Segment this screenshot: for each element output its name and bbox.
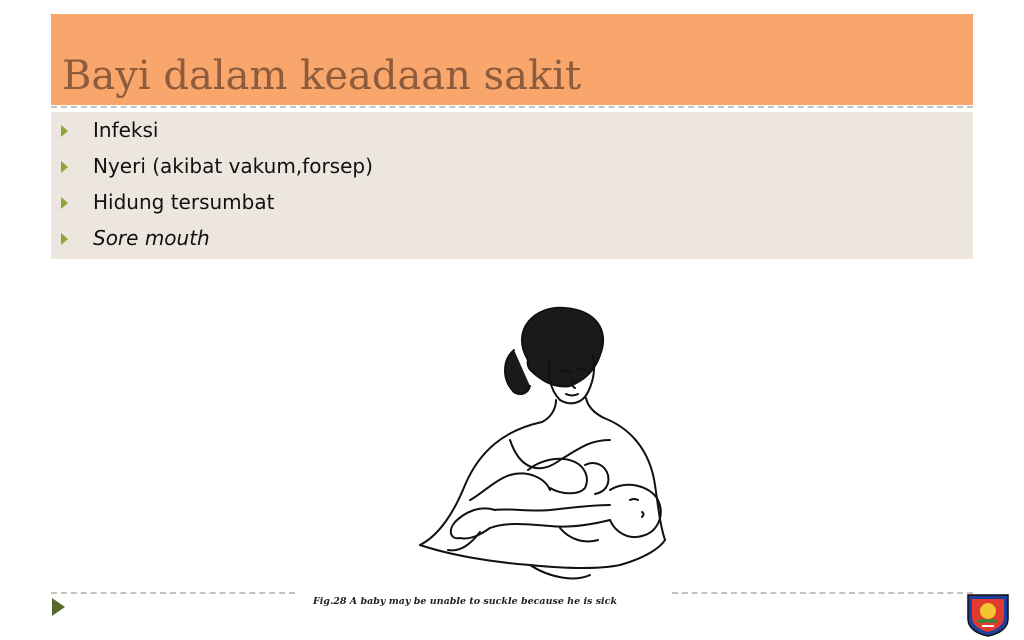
- triangle-right-icon: [61, 233, 68, 245]
- bullet-text: Sore mouth: [93, 226, 210, 250]
- slide-title: Bayi dalam keadaan sakit: [62, 53, 582, 99]
- bullet-content-box: [51, 112, 973, 259]
- triangle-right-icon: [61, 197, 68, 209]
- triangle-right-icon: [61, 125, 68, 137]
- title-bar: [51, 14, 973, 105]
- bullet-text: Hidung tersumbat: [93, 190, 275, 214]
- title-divider: [51, 106, 973, 108]
- bullet-text: Nyeri (akibat vakum,forsep): [93, 154, 373, 178]
- footer-divider-right: [672, 592, 973, 594]
- figure-caption: Fig.28 A baby may be unable to suckle because he is sick: [312, 596, 618, 607]
- play-arrow-icon[interactable]: [52, 598, 65, 616]
- institution-shield-logo: [964, 591, 1012, 637]
- footer-divider-left: [51, 592, 295, 594]
- triangle-right-icon: [61, 161, 68, 173]
- bullet-text: Infeksi: [93, 118, 159, 142]
- mother-baby-illustration: [410, 300, 680, 585]
